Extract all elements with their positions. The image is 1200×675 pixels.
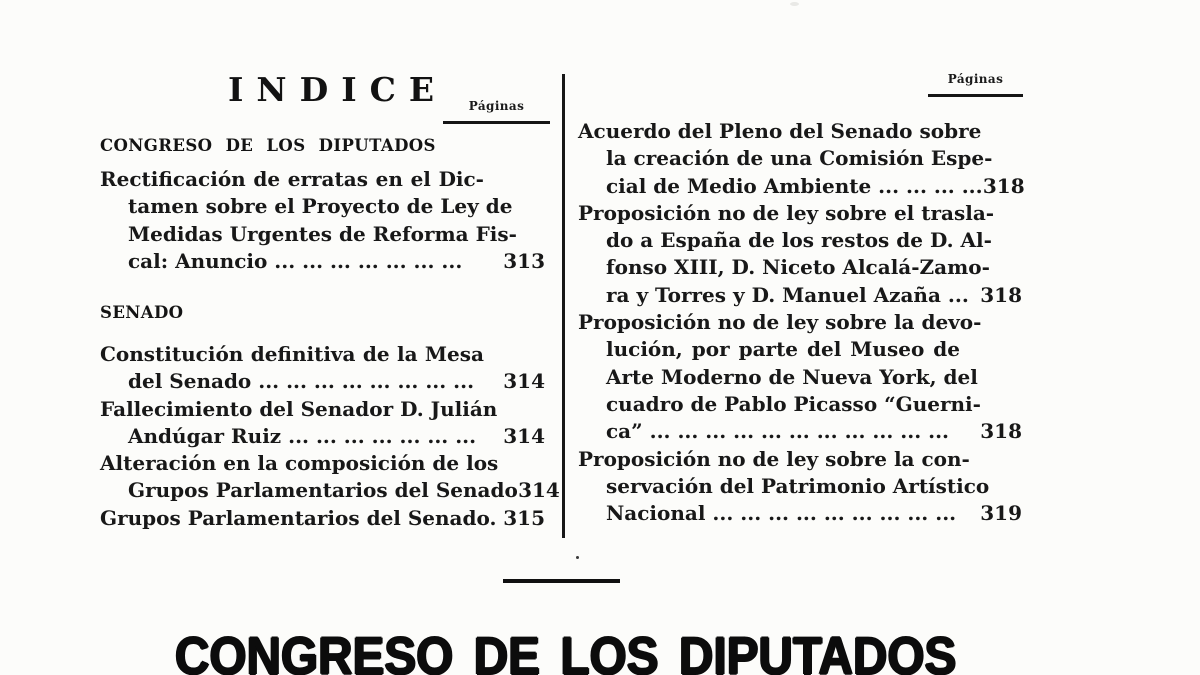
index-title: INDICE xyxy=(228,70,448,109)
page-number: 315 xyxy=(503,505,545,530)
page-number: 318 xyxy=(980,419,1022,444)
pages-column-header-left xyxy=(443,99,550,124)
toc-line: do a España de los restos de D. Al- xyxy=(606,228,992,253)
toc-line: Constitución definitiva de la Mesa xyxy=(100,342,484,366)
page-number: 314 xyxy=(503,369,545,394)
page-number: 314 xyxy=(518,478,560,503)
section-heading-senado: SENADO xyxy=(100,303,184,322)
toc-entry xyxy=(578,446,1022,528)
pages-label: Páginas xyxy=(468,99,525,113)
toc-line xyxy=(578,282,1022,309)
toc-line: Fallecimiento del Senador D. Julián xyxy=(100,396,498,421)
toc-line: tamen sobre el Proyecto de Ley de xyxy=(128,194,513,219)
toc-line-text: del Senado ... ... ... ... ... ... ... ... xyxy=(128,369,475,394)
toc-line xyxy=(578,500,1022,527)
toc-line: Acuerdo del Pleno del Senado sobre xyxy=(578,119,982,143)
section-heading-congreso: CONGRESO DE LOS DIPUTADOS xyxy=(100,136,436,155)
toc-line: Proposición no de ley sobre la con- xyxy=(578,446,970,471)
toc-line-text: ca” ... ... ... ... ... ... ... ... ... ... ... xyxy=(606,419,950,444)
toc-line-text: Grupos Parlamentarios del Senado. xyxy=(100,505,497,530)
toc-line: lución, por parte del Museo de xyxy=(606,337,960,362)
toc-line xyxy=(578,418,1022,445)
toc-line xyxy=(100,423,545,450)
toc-entry xyxy=(100,166,545,275)
page-number: 314 xyxy=(503,423,545,448)
page-number: 318 xyxy=(980,282,1022,307)
section-divider-rule xyxy=(503,579,620,583)
scan-dot-artifact xyxy=(576,556,579,559)
toc-line xyxy=(100,368,545,395)
toc-line: Medidas Urgentes de Reforma Fis- xyxy=(128,221,517,246)
toc-line: cuadro de Pablo Picasso “Guerni- xyxy=(606,391,981,416)
toc-line: Proposición no de ley sobre el trasla- xyxy=(578,200,995,225)
congreso-main-title: CONGRESO DE LOS DIPUTADOS xyxy=(175,627,957,675)
toc-entry xyxy=(100,450,560,505)
page-number: 319 xyxy=(980,501,1022,526)
toc-line-text: Andúgar Ruiz ... ... ... ... ... ... ... xyxy=(128,423,477,448)
toc-line: la creación de una Comisión Espe- xyxy=(606,146,993,171)
pages-column-header-right xyxy=(928,72,1023,97)
toc-line-text: Grupos Parlamentarios del Senado xyxy=(128,478,518,503)
toc-line xyxy=(100,248,545,275)
toc-line: Arte Moderno de Nueva York, del xyxy=(606,364,978,389)
toc-line-text: cial de Medio Ambiente ... ... ... ... xyxy=(606,173,983,198)
toc-entry xyxy=(578,118,1025,200)
toc-line: Alteración en la composición de los xyxy=(100,451,499,476)
pages-label: Páginas xyxy=(947,72,1004,86)
toc-entry-group xyxy=(100,341,560,532)
page-number: 313 xyxy=(503,248,545,273)
toc-line xyxy=(578,173,1025,200)
toc-line: Rectificación de erratas en el Dic- xyxy=(100,167,484,191)
page-number: 318 xyxy=(982,173,1025,198)
toc-entry xyxy=(100,341,545,396)
toc-line xyxy=(100,477,560,504)
pages-underline xyxy=(443,121,550,124)
column-divider-rule xyxy=(562,74,565,538)
toc-line xyxy=(100,505,545,532)
toc-entry xyxy=(578,200,1022,309)
toc-line: servación del Patrimonio Artístico xyxy=(606,473,990,498)
toc-entry xyxy=(100,505,545,532)
toc-entry xyxy=(578,309,1022,445)
scan-artifact xyxy=(790,2,799,6)
toc-entry xyxy=(100,396,545,451)
toc-entry-group xyxy=(578,118,1025,527)
toc-line-text: Nacional ... ... ... ... ... ... ... ... ... xyxy=(606,501,957,526)
toc-line: fonso XIII, D. Niceto Alcalá-Zamo- xyxy=(606,255,990,280)
pages-underline xyxy=(928,94,1023,97)
toc-line-text: cal: Anuncio ... ... ... ... ... ... ... xyxy=(128,248,463,273)
toc-line-text: ra y Torres y D. Manuel Azaña ... xyxy=(606,282,969,307)
toc-line: Proposición no de ley sobre la devo- xyxy=(578,310,982,335)
